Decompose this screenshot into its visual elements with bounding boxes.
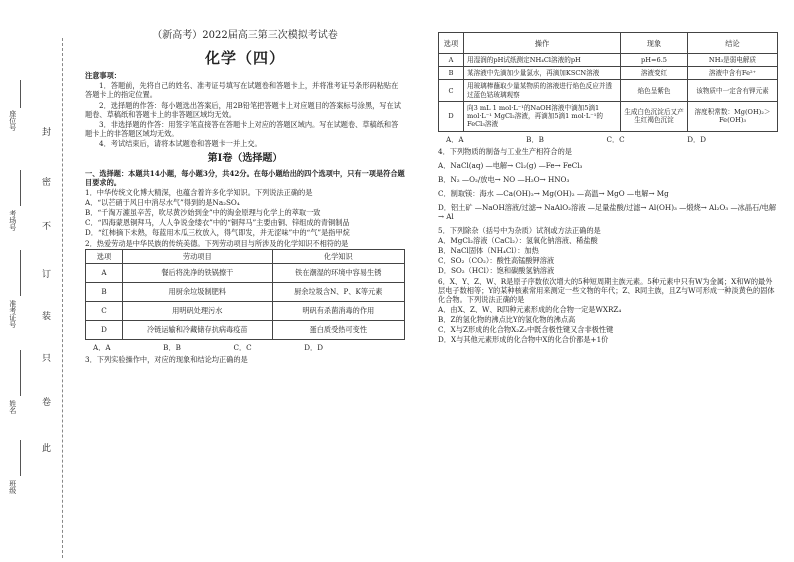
table-row: [86, 320, 405, 339]
q2-choices: [93, 343, 323, 352]
q3-table: [438, 32, 778, 132]
table-cell: 用湿润的pH试纸测定NH₄Cl溶液的pH: [464, 54, 621, 67]
table-header: 劳动项目: [123, 249, 273, 263]
table-cell: 焰色呈紫色: [621, 80, 688, 101]
label-admission-number: 准考证号: [8, 300, 17, 328]
section-intro: 一、选择题：本题共14小题，每小题3分，共42分。在每小题给出的四个选项中，只有一项是符合题目要求的。: [85, 168, 405, 187]
question-6-stem: 6．X、Y、Z、W、R是原子序数依次增大的5种短周期主族元素。5种元素中只有W为金属；X和W的最外层电子数相等；Y的某种核素常用来测定一些文物的年代；Z、R同主族，且Z与W可形成一种淡黄色的固体化合物。下列说法正确的是: [438, 276, 775, 304]
table-cell: 溶液中含有Fe²⁺: [688, 67, 778, 80]
question-2-stem: 2．热爱劳动是中华民族的传统美德。下列劳动项目与所涉及的化学知识不相符的是: [85, 238, 349, 248]
choice-a: A．A: [93, 342, 111, 352]
table-cell: 溶度积常数：Mg(OH)₂＞Fe(OH)₃: [688, 101, 778, 131]
table-cell: 用厨余垃圾制肥料: [123, 282, 273, 301]
section-title: 第Ⅰ卷（选择题）: [207, 153, 283, 164]
right-column: [438, 32, 778, 346]
seal-char: 此: [42, 444, 52, 454]
q1-option-d: D．“红柿摘下未熟，每蓝用木瓜三枚放入，得气即发，并无涩味”中的“气”是指甲烷: [85, 228, 350, 238]
q1-option-c: C．“四海蒙恩铜拜马，人人争说金缕衣”中的“铜拜马”主要由铜、锌组成的青铜制品: [85, 218, 350, 228]
table-header: 选项: [439, 33, 464, 54]
table-cell: A: [439, 54, 464, 67]
label-name: 姓名: [8, 400, 17, 414]
notice-item: 3．非选择题的作答：用签字笔直接答在答题卡上对应的答题区域内。写在试题卷、草稿纸和答题卡上的非答题区域均无效。: [85, 119, 399, 138]
table-cell: 某溶液中先滴加少量氯水，再滴加KSCN溶液: [464, 67, 621, 80]
q5-option-d: D．SO₂（HCl）：饱和碳酸氢钠溶液: [438, 266, 555, 276]
seal-char: 封: [42, 128, 52, 138]
table-cell: 向3 mL 1 mol·L⁻¹的NaOH溶液中滴加5滴1 mol·L⁻¹ MgCl₂溶液，再滴加5滴1 mol·L⁻¹的FeCl₃溶液: [464, 101, 621, 131]
seal-char: 只: [42, 354, 52, 364]
notice-heading: 注意事项：: [85, 71, 121, 81]
table-cell: pH=6.5: [621, 54, 688, 67]
table-cell: D: [439, 101, 464, 131]
table-cell: 厨余垃圾含N、P、K等元素: [272, 282, 404, 301]
label-seat-number: 座位号: [8, 110, 17, 131]
q3-choices: [446, 135, 706, 144]
choice-c: C．C: [233, 342, 252, 352]
q5-option-b: B．NaCl固体（NH₄Cl）：加热: [438, 246, 539, 256]
choice-c: C．C: [606, 134, 625, 144]
fill-line: [20, 250, 22, 296]
binding-dashed-line: [62, 38, 63, 558]
table-cell: 用明矾处理污水: [123, 301, 273, 320]
table-header: 操作: [464, 33, 621, 54]
choice-b: B．B: [163, 342, 181, 352]
table-header: 现象: [621, 33, 688, 54]
question-3-stem: 3．下列实验操作中，对应的现象和结论均正确的是: [85, 354, 248, 364]
q4-option-b: B．N₂ —O₂/放电→ NO —H₂O→ HNO₃: [438, 174, 570, 184]
label-class: 班级: [8, 480, 17, 494]
seal-char: 不: [42, 222, 52, 232]
exam-title: （新高考）2022届高三第三次模拟考试卷: [152, 30, 338, 41]
subject-title: 化学（四）: [204, 48, 285, 67]
choice-a: A．A: [446, 134, 464, 144]
table-row: [439, 67, 778, 80]
q6-option-b: B．Z的氢化物的沸点比Y的氢化物的沸点高: [438, 314, 576, 324]
table-row: [86, 263, 405, 282]
question-4-stem: 4．下列物质的制备与工业生产相符合的是: [438, 146, 572, 156]
q6-option-d: D．X与其他元素形成的化合物中X的化合价都是+1价: [438, 335, 609, 345]
table-row: [439, 101, 778, 131]
table-cell: NH₃是弱电解质: [688, 54, 778, 67]
table-row: [86, 301, 405, 320]
table-header: 化学知识: [272, 249, 404, 263]
table-header: 选项: [86, 249, 123, 263]
table-cell: 用玻璃棒蘸取少量某物质的溶液进行焰色反应并透过蓝色钴玻璃观察: [464, 80, 621, 101]
q1-option-b: B．“千淘万漉虽辛苦，吹尽黄沙始到金”中的淘金原理与化学上的萃取一致: [85, 208, 321, 218]
binding-margin: [0, 0, 62, 562]
table-cell: 冷链运输和冷藏储存抗病毒疫苗: [123, 320, 273, 339]
notice-item: 4．考试结束后，请将本试题卷和答题卡一并上交。: [99, 139, 262, 148]
q1-option-a: A．“以芒硝于风日中消尽水气”得到的是Na₂SO₄: [85, 197, 240, 207]
seal-char: 密: [42, 178, 52, 188]
table-cell: B: [86, 282, 123, 301]
table-cell: 餐后将洗净的铁锅擦干: [123, 263, 273, 282]
table-row: [86, 282, 405, 301]
table-row: [439, 54, 778, 67]
fill-line: [20, 170, 22, 206]
table-row: [439, 80, 778, 101]
q6-option-c: C．X与Z形成的化合物X₂Z₂中既含极性键又含非极性键: [438, 325, 614, 335]
q5-option-a: A．MgCl₂溶液（CaCl₂）：氢氧化钠溶液、稀盐酸: [438, 235, 598, 245]
table-cell: C: [86, 301, 123, 320]
fill-line: [20, 350, 22, 396]
choice-b: B．B: [526, 134, 544, 144]
table-cell: A: [86, 263, 123, 282]
seal-char: 订: [42, 270, 52, 280]
choice-d: D．D: [687, 134, 706, 144]
notice-item: 1．答题前，先将自己的姓名、准考证号填写在试题卷和答题卡上，并将准考证号条形码粘贴在答题卡上的指定位置。: [85, 81, 399, 100]
table-header: 结论: [688, 33, 778, 54]
seal-char: 装: [42, 312, 52, 322]
fill-line: [20, 80, 22, 108]
table-cell: 该物质中一定含有钾元素: [688, 80, 778, 101]
q4-option-d: D．铝土矿 —NaOH溶液/过滤→ NaAlO₂溶液 —足量盐酸/过滤→ Al(OH)₃ —煅烧→ Al₂O₃ —冰晶石/电解→ Al: [438, 202, 777, 221]
table-cell: 生成白色沉淀后又产生红褐色沉淀: [621, 101, 688, 131]
fill-line: [20, 440, 22, 476]
notice-item: 2．选择题的作答：每小题选出答案后，用2B铅笔把答题卡上对应题目的答案标号涂黑，写在试题卷、草稿纸和答题卡上的非答题区域均无效。: [85, 100, 401, 119]
table-cell: B: [439, 67, 464, 80]
q5-option-c: C．SO₂（CO₂）：酸性高锰酸钾溶液: [438, 256, 555, 266]
q6-option-a: A．由X、Z、W、R四种元素形成的化合物一定是WXRZ₄: [438, 304, 622, 314]
table-cell: 铁在潮湿的环境中容易生锈: [272, 263, 404, 282]
table-cell: 明矾有杀菌消毒的作用: [272, 301, 404, 320]
q2-table: [85, 249, 405, 340]
label-exam-room: 考场号: [8, 210, 17, 231]
choice-d: D．D: [304, 342, 323, 352]
table-cell: D: [86, 320, 123, 339]
left-column: [85, 28, 405, 365]
q4-option-c: C．制取镁：海水 —Ca(OH)₂→ Mg(OH)₂ —高温→ MgO —电解→ Mg: [438, 188, 669, 198]
question-1-stem: 1．中华传统文化博大精深，也蕴含着许多化学知识。下列说法正确的是: [85, 187, 313, 197]
table-cell: C: [439, 80, 464, 101]
table-cell: 溶液变红: [621, 67, 688, 80]
q4-option-a: A．NaCl(aq) —电解→ Cl₂(g) —Fe→ FeCl₃: [438, 160, 583, 170]
seal-char: 卷: [42, 398, 52, 408]
question-5-stem: 5．下列除杂（括号中为杂质）试剂或方法正确的是: [438, 225, 601, 235]
table-cell: 蛋白质受热可变性: [272, 320, 404, 339]
